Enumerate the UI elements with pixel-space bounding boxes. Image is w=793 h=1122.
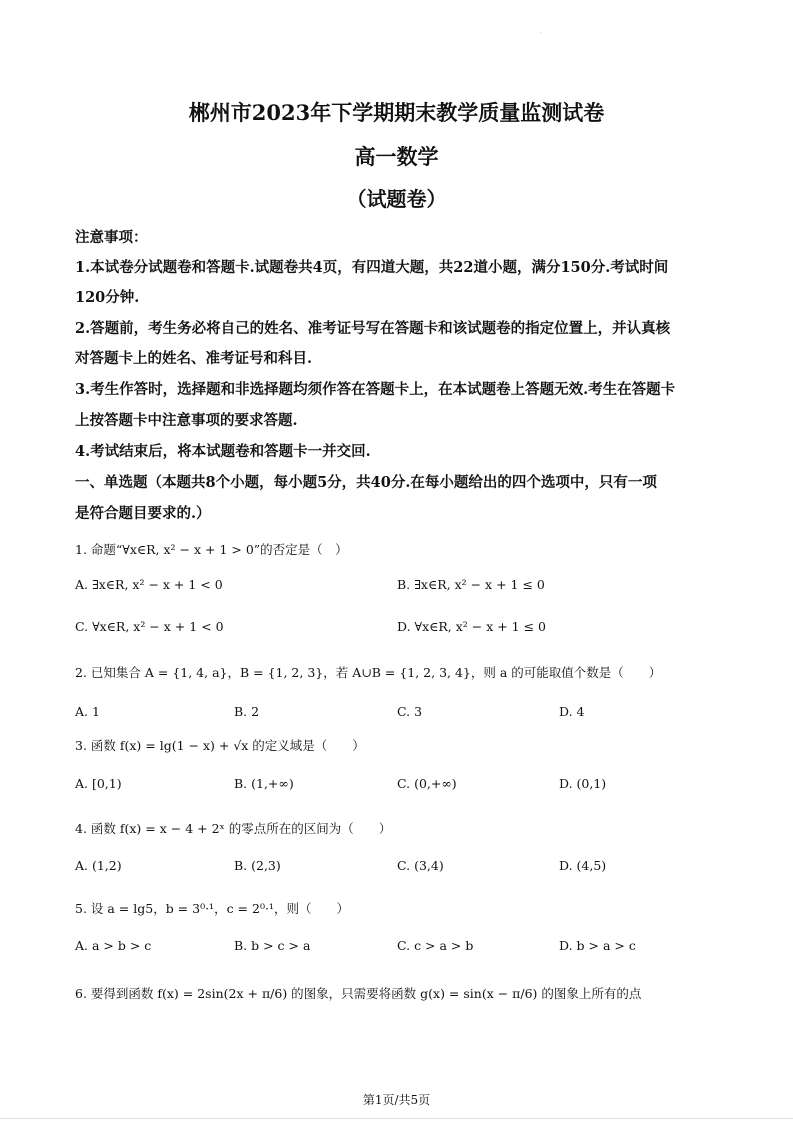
q2-stem: 2. 已知集合 A = {1, 4, a}，B = {1, 2, 3}，若 A∪B = {1, 2, 3, 4}，则 a 的可能取值个数是（ ） bbox=[75, 665, 662, 680]
q5-option-a: A. a > b > c bbox=[75, 938, 152, 953]
q3-option-d: D. (0,1) bbox=[559, 776, 607, 791]
q1-option-a: A. ∃x∈R, x² − x + 1 < 0 bbox=[75, 577, 223, 592]
q3-stem: 3. 函数 f(x) = lg(1 − x) + √x 的定义域是（ ） bbox=[75, 738, 365, 753]
page-number: 第1页/共5页 bbox=[362, 1093, 431, 1107]
paper-type: （试题卷） bbox=[346, 187, 447, 211]
notice-heading: 注意事项： bbox=[75, 229, 148, 246]
q1-stem: 1. 命题“∀x∈R, x² − x + 1 > 0”的否定是（ ） bbox=[75, 542, 348, 557]
q5-option-c: C. c > a > b bbox=[397, 938, 474, 953]
q3-option-a: A. [0,1) bbox=[75, 776, 122, 791]
notice-line-4: 对答题卡上的姓名、准考证号和科目. bbox=[75, 350, 313, 367]
q4-stem: 4. 函数 f(x) = x − 4 + 2ˣ 的零点所在的区间为（ ） bbox=[75, 821, 392, 836]
q2-option-a: A. 1 bbox=[75, 704, 100, 719]
q4-option-b: B. (2,3) bbox=[234, 858, 281, 873]
q5-option-d: D. b > a > c bbox=[559, 938, 636, 953]
q1-option-b: B. ∃x∈R, x² − x + 1 ≤ 0 bbox=[397, 577, 545, 592]
notice-line-7: 4.考试结束后，将本试题卷和答题卡一并交回. bbox=[75, 443, 371, 460]
q4-option-c: C. (3,4) bbox=[397, 858, 444, 873]
notice-line-2: 120分钟. bbox=[75, 289, 140, 306]
q2-option-b: B. 2 bbox=[234, 704, 260, 719]
notice-line-1: 1.本试卷分试题卷和答题卡.试题卷共4页，有四道大题，共22道小题，满分150分.考试时间 bbox=[75, 259, 669, 276]
page-bottom-border bbox=[0, 1118, 793, 1119]
notice-line-3: 2.答题前，考生务必将自己的姓名、准考证号写在答题卡和该试题卷的指定位置上，并认真核 bbox=[75, 320, 671, 337]
scan-dot: · bbox=[540, 30, 542, 37]
exam-title: 郴州市2023年下学期期末教学质量监测试卷 bbox=[188, 100, 605, 125]
q4-option-d: D. (4,5) bbox=[559, 858, 607, 873]
q4-option-a: A. (1,2) bbox=[75, 858, 122, 873]
exam-subject: 高一数学 bbox=[354, 144, 439, 169]
q5-option-b: B. b > c > a bbox=[234, 938, 311, 953]
q1-option-d: D. ∀x∈R, x² − x + 1 ≤ 0 bbox=[397, 619, 547, 634]
section1-line-1: 一、单选题（本题共8个小题，每小题5分，共40分.在每小题给出的四个选项中，只有一项 bbox=[75, 474, 657, 491]
q5-stem: 5. 设 a = lg5，b = 3⁰·¹，c = 2⁰·¹，则（ ） bbox=[75, 901, 349, 916]
notice-line-5: 3.考生作答时，选择题和非选择题均须作答在答题卡上，在本试题卷上答题无效.考生在答题卡 bbox=[75, 381, 676, 398]
q2-option-c: C. 3 bbox=[397, 704, 423, 719]
q1-option-c: C. ∀x∈R, x² − x + 1 < 0 bbox=[75, 619, 224, 634]
q6-stem: 6. 要得到函数 f(x) = 2sin(2x + π/6) 的图象，只需要将函数 g(x) = sin(x − π/6) 的图象上所有的点 bbox=[75, 986, 642, 1001]
section1-line-2: 是符合题目要求的.） bbox=[75, 505, 211, 522]
q2-option-d: D. 4 bbox=[559, 704, 585, 719]
q3-option-b: B. (1,+∞) bbox=[234, 776, 294, 791]
notice-line-6: 上按答题卡中注意事项的要求答题. bbox=[75, 412, 298, 429]
q3-option-c: C. (0,+∞) bbox=[397, 776, 457, 791]
